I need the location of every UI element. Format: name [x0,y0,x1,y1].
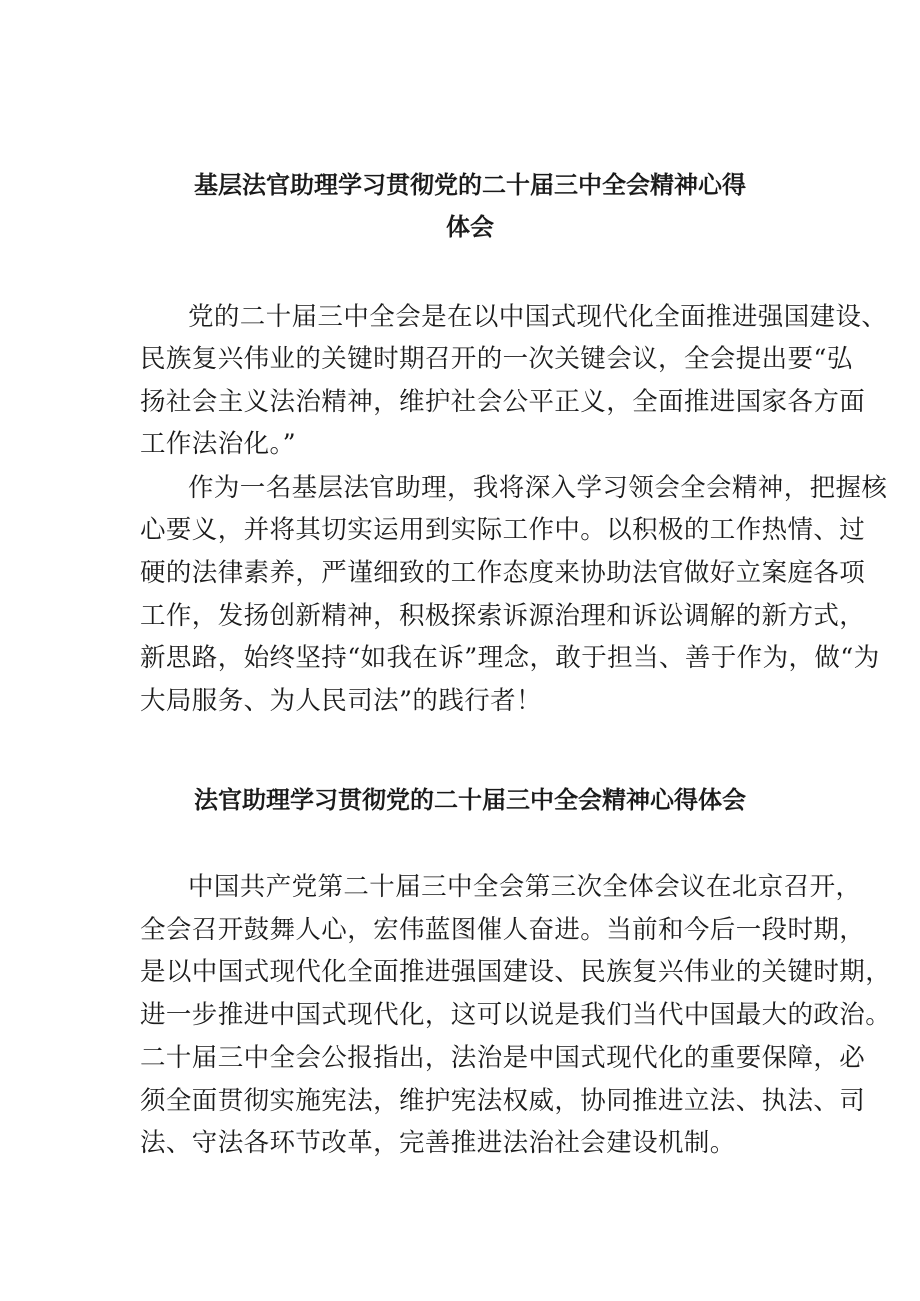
paragraph-line: 法、守法各环节改革，完善推进法治社会建设机制。 [140,1128,736,1158]
article-title-1-line-1: 基层法官助理学习贯彻党的二十届三中全会精神心得 [194,170,746,199]
paragraph-line: 是以中国式现代化全面推进强国建设、民族复兴伟业的关键时期， [140,957,892,987]
paragraph-line: 全会召开鼓舞人心，宏伟蓝图催人奋进。当前和今后一段时期， [140,915,866,945]
paragraph-line: 进一步推进中国式现代化，这可以说是我们当代中国最大的政治。 [140,1000,892,1030]
article-title-1-line-2: 体会 [446,212,494,241]
paragraph-line: 新思路，始终坚持“如我在诉”理念，敢于担当、善于作为，做“为 [140,643,880,673]
paragraph-line: 扬社会主义法治精神，维护社会公平正义，全面推进国家各方面 [140,387,866,417]
article-title-2: 法官助理学习贯彻党的二十届三中全会精神心得体会 [194,785,746,814]
paragraph-line: 民族复兴伟业的关键时期召开的一次关键会议，全会提出要“弘 [140,344,853,374]
paragraph-line: 二十届三中全会公报指出，法治是中国式现代化的重要保障，必 [140,1043,866,1073]
paragraph-line: 工作法治化。” [140,429,297,459]
paragraph-line: 党的二十届三中全会是在以中国式现代化全面推进强国建设、 [188,302,888,332]
paragraph-line: 心要义，并将其切实运用到实际工作中。以积极的工作热情、过 [140,515,866,545]
paragraph-line: 工作，发扬创新精神，积极探索诉源治理和诉讼调解的新方式， [140,601,866,631]
paragraph-line: 作为一名基层法官助理，我将深入学习领会全会精神，把握核 [188,473,888,503]
paragraph-line: 硬的法律素养，严谨细致的工作态度来协助法官做好立案庭各项 [140,558,866,588]
paragraph-line: 中国共产党第二十届三中全会第三次全体会议在北京召开， [188,872,862,902]
paragraph-line: 须全面贯彻实施宪法，维护宪法权威，协同推进立法、执法、司 [140,1086,866,1116]
paragraph-line: 大局服务、为人民司法”的践行者！ [140,686,542,716]
